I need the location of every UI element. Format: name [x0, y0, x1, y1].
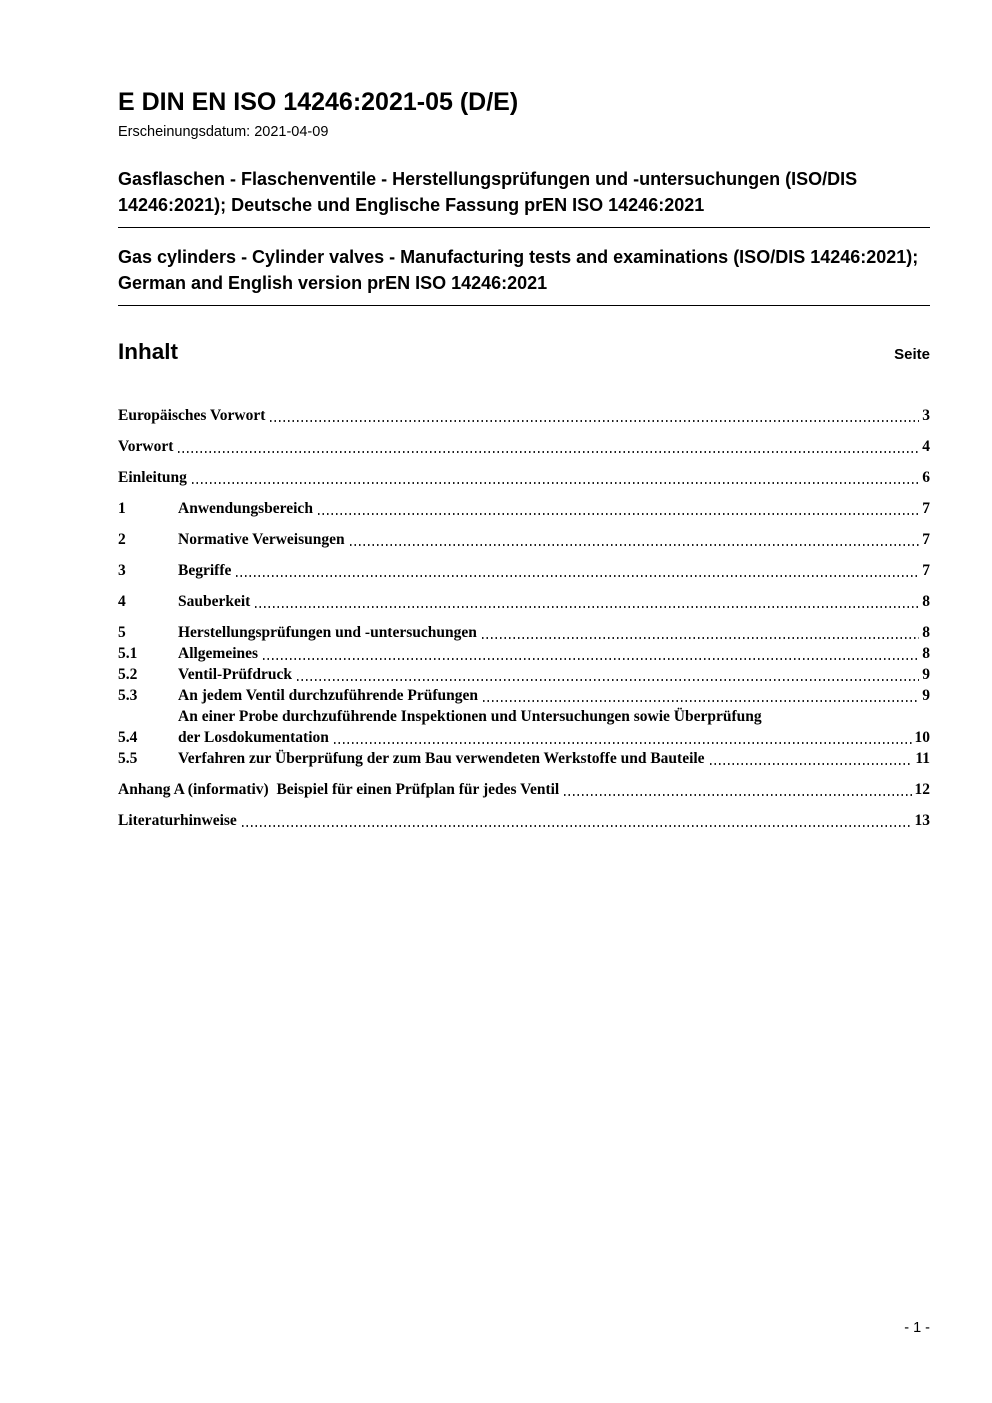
toc-entry-page: 9: [922, 666, 930, 683]
toc-entry-page: 7: [922, 500, 930, 517]
toc-entry-2: [118, 529, 930, 550]
toc-entry-page: 4: [922, 438, 930, 455]
toc-page-column-label: Seite: [894, 346, 930, 363]
dot-leader: [710, 763, 913, 765]
toc-entry-page: 12: [914, 781, 930, 798]
toc-entry-number: 5.3: [118, 687, 138, 704]
toc-entry-page: 8: [922, 624, 930, 641]
toc-entry-page: 6: [922, 469, 930, 486]
toc-entry-page: 9: [922, 687, 930, 704]
toc-entry-line2: [178, 727, 930, 748]
toc-entry-literaturhinweise: [118, 810, 930, 831]
toc-entry-label: Normative Verweisungen: [178, 531, 345, 548]
toc-entry-label-line1: An einer Probe durchzuführende Inspektionen und Untersuchungen sowie Überprüfung: [178, 708, 762, 725]
dot-leader: [192, 482, 919, 484]
toc-entry-5: [118, 622, 930, 643]
toc-heading: Inhalt: [118, 339, 178, 364]
toc-entry-number: 4: [118, 593, 126, 610]
title-german: Gasflaschen - Flaschenventile - Herstellungsprüfungen und -untersuchungen (ISO/DIS 14246:2021); Deutsche und Englische Fassung prEN ISO 14246:2021: [118, 166, 930, 228]
toc-entry-page: 13: [914, 812, 930, 829]
toc-entry-page: 8: [922, 593, 930, 610]
release-date: Erscheinungsdatum: 2021-04-09: [118, 124, 329, 140]
toc-entry-page: 11: [915, 750, 930, 767]
toc-entry-label: Literaturhinweise: [118, 812, 237, 829]
toc-entry-number: 5: [118, 624, 126, 641]
toc-entry-4: [118, 591, 930, 612]
toc-entry-label: Europäisches Vorwort: [118, 407, 266, 424]
toc-entry-multiline: [178, 706, 930, 748]
dot-leader: [270, 420, 919, 422]
toc-entry-label: Ventil-Prüfdruck: [178, 666, 292, 683]
table-of-contents: [118, 405, 930, 831]
toc-entry-label: An jedem Ventil durchzuführende Prüfungen: [178, 687, 478, 704]
toc-entry-5-3: [118, 685, 930, 706]
toc-entry-number: 5.5: [118, 750, 138, 767]
title-english: Gas cylinders - Cylinder valves - Manufacturing tests and examinations (ISO/DIS 14246:2021); German and English version prEN ISO 14246:2021: [118, 244, 930, 306]
toc-entry-number: 5.4: [118, 729, 138, 746]
dot-leader: [263, 658, 919, 660]
toc-entry-label: Sauberkeit: [178, 593, 251, 610]
toc-entry-label: Anhang A (informativ) Beispiel für einen Prüfplan für jedes Ventil: [118, 781, 560, 798]
toc-entry-label: Vorwort: [118, 438, 174, 455]
toc-entry-number: 2: [118, 531, 126, 548]
dot-leader: [483, 700, 919, 702]
toc-entry-number: 5.2: [118, 666, 138, 683]
toc-entry-einleitung: [118, 467, 930, 488]
dot-leader: [297, 679, 919, 681]
toc-entry-label: Anwendungsbereich: [178, 500, 313, 517]
toc-entry-vorwort: [118, 436, 930, 457]
toc-entry-page: 7: [922, 562, 930, 579]
toc-entry-5-4: [118, 706, 930, 748]
toc-entry-label-line2: der Losdokumentation: [178, 729, 329, 746]
toc-entry-number: 3: [118, 562, 126, 579]
toc-entry-europaeisches-vorwort: [118, 405, 930, 426]
toc-entry-3: [118, 560, 930, 581]
toc-entry-page: 8: [922, 645, 930, 662]
dot-leader: [482, 637, 919, 639]
dot-leader: [178, 451, 919, 453]
dot-leader: [236, 575, 919, 577]
document-number: E DIN EN ISO 14246:2021-05 (D/E): [118, 88, 519, 116]
toc-entry-1: [118, 498, 930, 519]
dot-leader: [350, 544, 920, 546]
toc-entry-page: 10: [914, 729, 930, 746]
toc-entry-5-1: [118, 643, 930, 664]
page-number-indicator: - 1 -: [904, 1320, 930, 1336]
dot-leader: [334, 742, 912, 744]
dot-leader: [318, 513, 919, 515]
toc-entry-number: 1: [118, 500, 126, 517]
toc-entry-label: Herstellungsprüfungen und -untersuchungen: [178, 624, 477, 641]
dot-leader: [564, 794, 911, 796]
toc-entry-5-2: [118, 664, 930, 685]
dot-leader: [242, 825, 912, 827]
toc-entry-label: Verfahren zur Überprüfung der zum Bau verwendeten Werkstoffe und Bauteile: [178, 750, 705, 767]
toc-header: [118, 339, 930, 365]
toc-entry-label: Begriffe: [178, 562, 232, 579]
dot-leader: [255, 606, 919, 608]
toc-entry-number: 5.1: [118, 645, 138, 662]
page-content: [118, 88, 930, 831]
toc-entry-label: Allgemeines: [178, 645, 259, 662]
toc-entry-5-5: [118, 748, 930, 769]
toc-entry-anhang-a: [118, 779, 930, 800]
toc-entry-label: Einleitung: [118, 469, 187, 486]
toc-entry-page: 3: [922, 407, 930, 424]
toc-entry-page: 7: [922, 531, 930, 548]
